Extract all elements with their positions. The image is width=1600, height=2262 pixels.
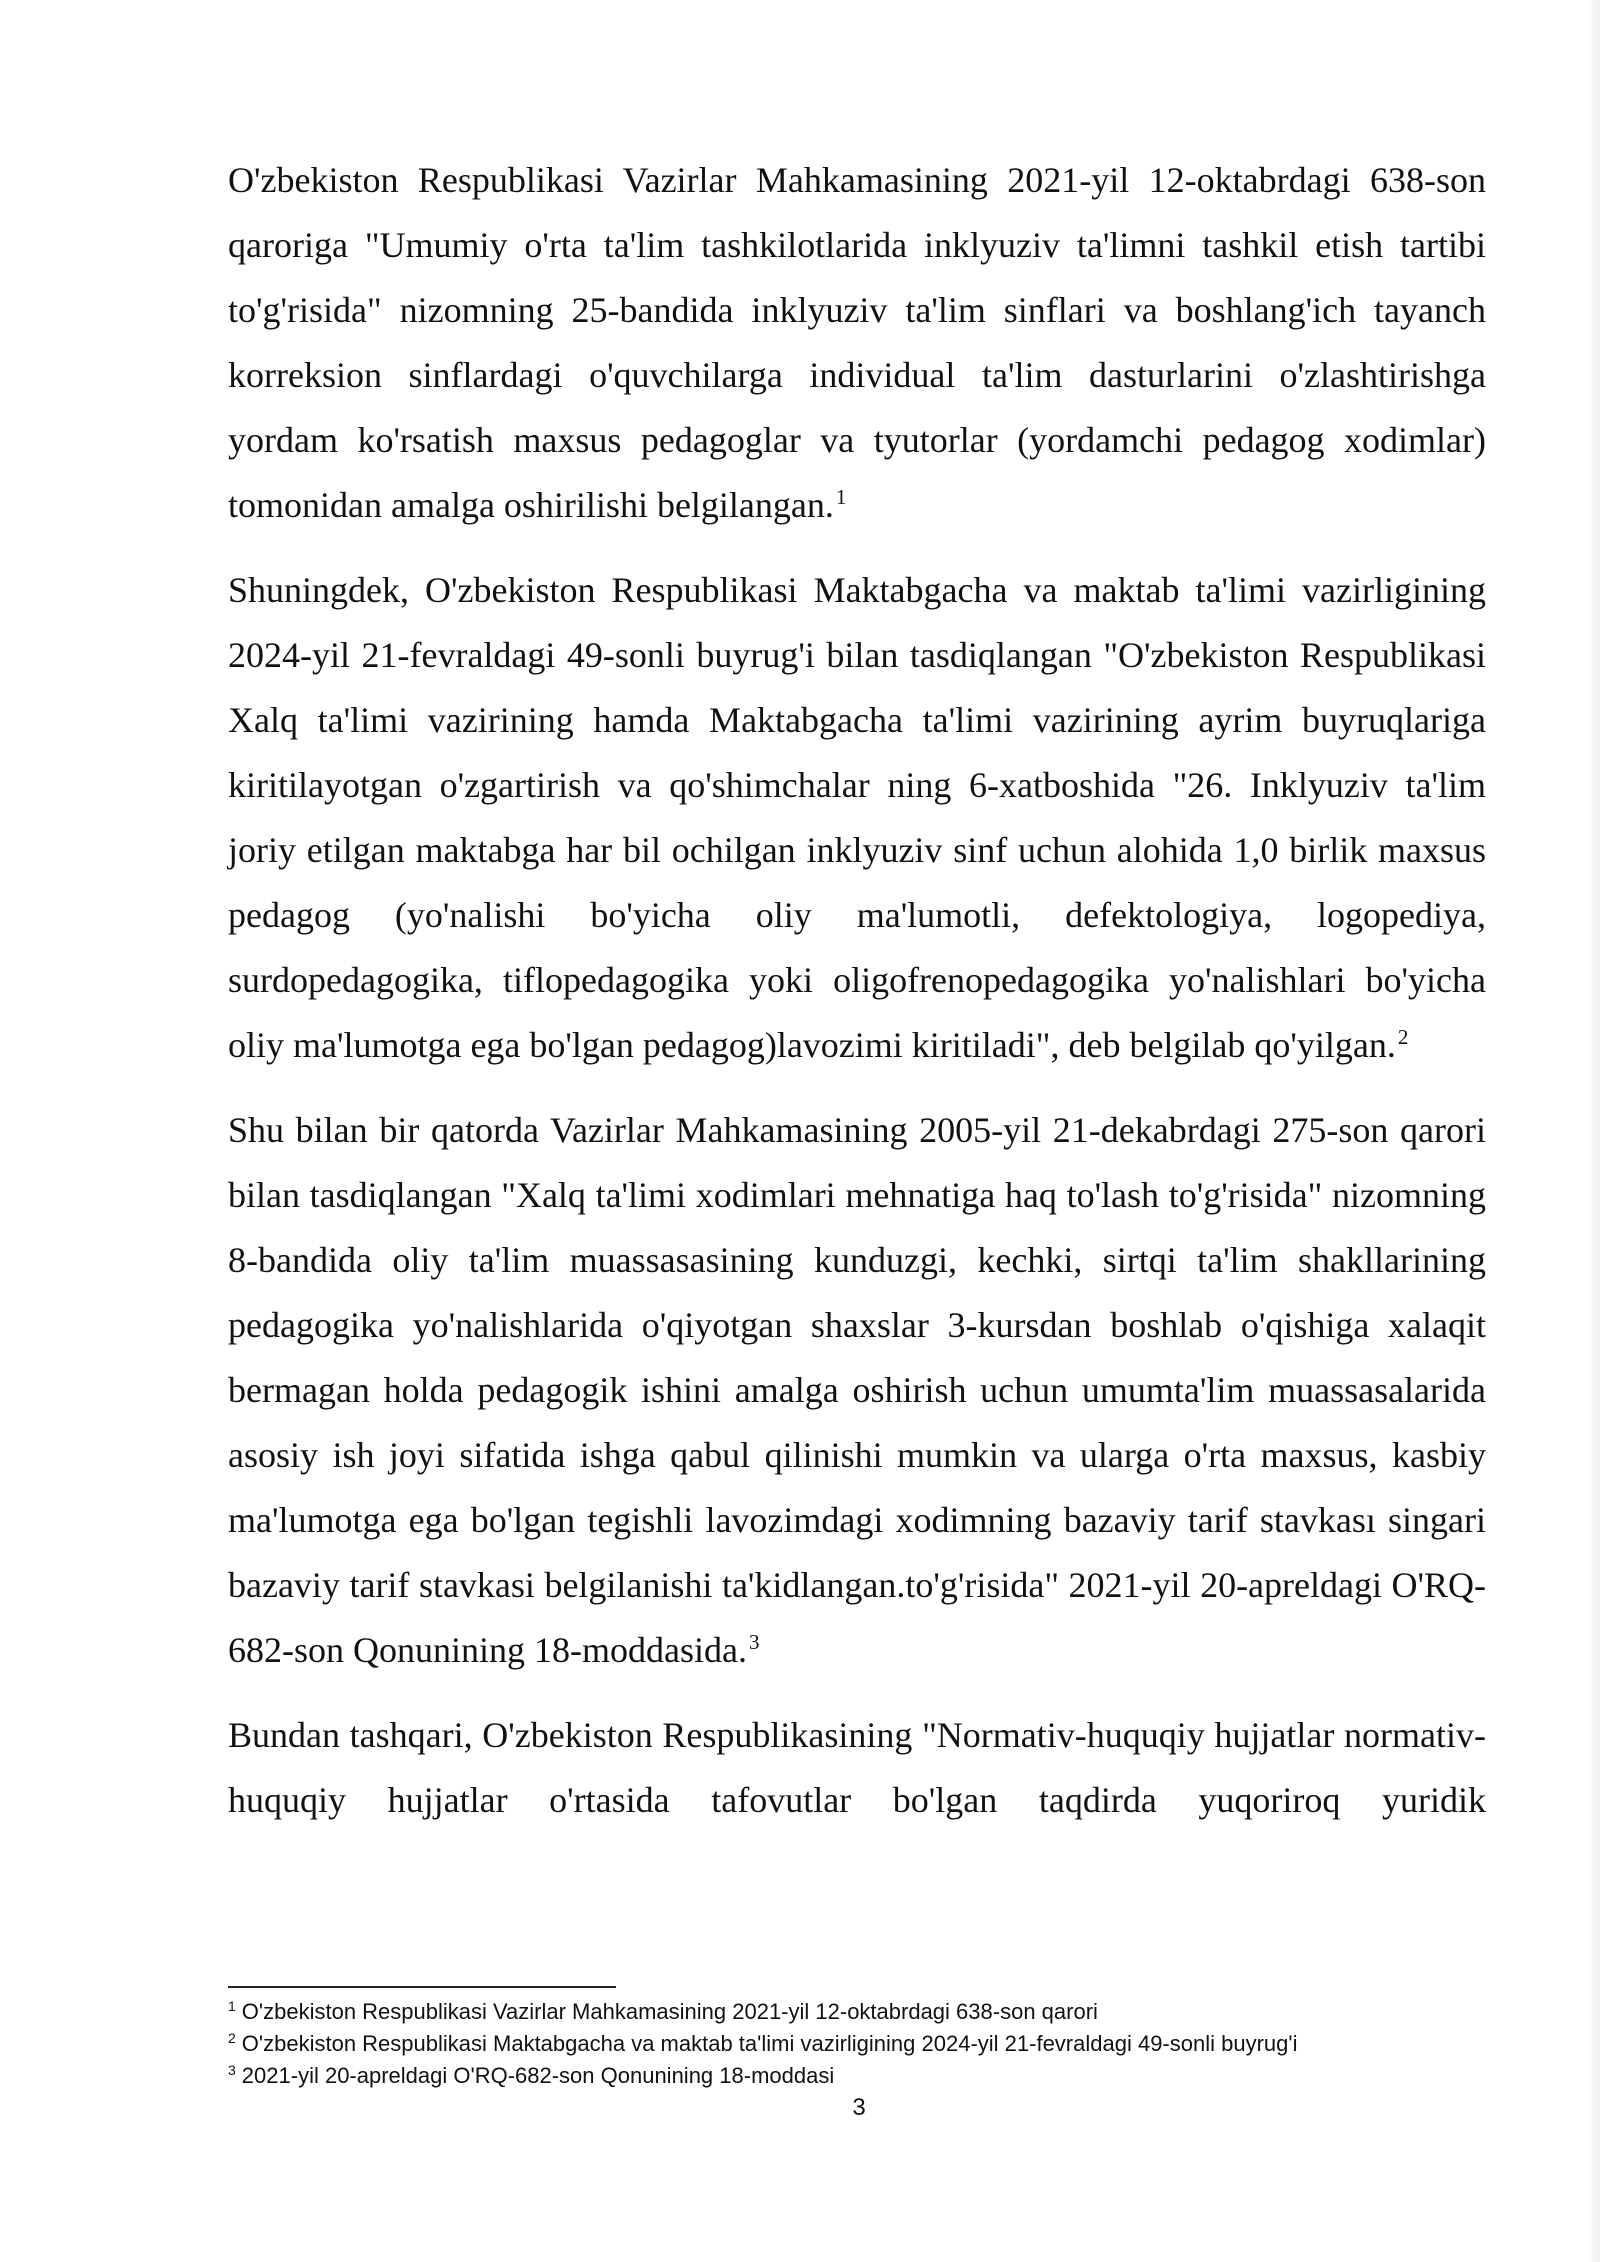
page-edge-shadow [1586, 0, 1600, 2262]
footnote-2-text: O'zbekiston Respublikasi Maktabgacha va maktab ta'limi vazirligining 2024-yil 21-fevraldagi 49-sonli buyrug'i [241, 2031, 1298, 2056]
footnote-2 [228, 2028, 1488, 2060]
footnote-2-number: 2 [228, 2029, 236, 2046]
footnotes [228, 1996, 1488, 2092]
paragraph-2 [228, 558, 1486, 1078]
paragraph-3 [228, 1098, 1486, 1683]
footnote-3-text: 2021-yil 20-apreldagi O'RQ-682-son Qonunining 18-moddasi [241, 2063, 835, 2088]
paragraph-1-text: O'zbekiston Respublikasi Vazirlar Mahkamasining 2021-yil 12-oktabrdagi 638-son qaroriga "Umumiy o'rta ta'lim tashkilotlarida inklyuziv ta'limni tashkil etish tartibi to'g'risida" nizomning 25-bandida inklyuziv ta'lim sinflari va boshlang'ich tayanch korreksion sinflardagi o'quvchilarga individual ta'lim dasturlarini o'zlashtirishga yordam ko'rsatish maxsus pedagoglar va tyutorlar (yordamchi pedagog xodimlar) tomonidan amalga oshirilishi belgilangan. [228, 160, 1486, 525]
footnote-3-number: 3 [228, 2061, 236, 2078]
footnote-3 [228, 2060, 1488, 2092]
paragraph-4-text: Bundan tashqari, O'zbekiston Respublikasining "Normativ-huquqiy hujjatlar normativ-huquqiy hujjatlar o'rtasida tafovutlar bo'lgan taqdirda yuqoriroq yuridik [228, 1715, 1486, 1820]
paragraph-1 [228, 148, 1486, 538]
footnote-ref-3[interactable]: 3 [748, 1630, 760, 1654]
footnote-ref-1[interactable]: 1 [835, 485, 847, 509]
footnote-separator [228, 1986, 616, 1988]
paragraph-3-text: Shu bilan bir qatorda Vazirlar Mahkamasining 2005-yil 21-dekabrdagi 275-son qarori bilan tasdiqlangan "Xalq ta'limi xodimlari mehnatiga haq to'lash to'g'risida" nizomning 8-bandida oliy ta'lim muassasasining kunduzgi, kechki, sirtqi ta'lim shakllarining pedagogika yo'nalishlarida o'qiyotgan shaxslar 3-kursdan boshlab o'qishiga xalaqit bermagan holda pedagogik ishini amalga oshirish uchun umumta'lim muassasalarida asosiy ish joyi sifatida ishga qabul qilinishi mumkin va ularga o'rta maxsus, kasbiy ma'lumotga ega bo'lgan tegishli lavozimdagi xodimning bazaviy tarif stavkası singari bazaviy tarif stavkasi belgilanishi ta'kidlangan.to'g'risida" 2021-yil 20-apreldagi O'RQ-682-son Qonunining 18-moddasida. [228, 1110, 1486, 1670]
paragraph-2-text: Shuningdek, O'zbekiston Respublikasi Maktabgacha va maktab ta'limi vazirligining 2024-yil 21-fevraldagi 49-sonli buyrug'i bilan tasdiqlangan "O'zbekiston Respublikasi Xalq ta'limi vazirining hamda Maktabgacha ta'limi vazirining ayrim buyruqlariga kiritilayotgan o'zgartirish va qo'shimchalar ning 6-xatboshida "26. Inklyuziv ta'lim joriy etilgan maktabga har bil ochilgan inklyuziv sinf uchun alohida 1,0 birlik maxsus pedagog (yo'nalishi bo'yicha oliy ma'lumotli, defektologiya, logopediya, surdopedagogika, tiflopedagogika yoki oligofrenopedagogika yo'nalishlari bo'yicha oliy ma'lumotga ega bo'lgan pedagog)lavozimi kiritiladi", deb belgilab qo'yilgan. [228, 570, 1486, 1065]
paragraph-4 [228, 1703, 1486, 1833]
footnote-1-number: 1 [228, 1997, 236, 2014]
footnote-1 [228, 1996, 1488, 2028]
footnote-1-text: O'zbekiston Respublikasi Vazirlar Mahkamasining 2021-yil 12-oktabrdagi 638-son qarori [241, 1999, 1098, 2024]
footnote-ref-2[interactable]: 2 [1397, 1025, 1409, 1049]
page-number: 3 [852, 2094, 866, 2121]
body-text [228, 148, 1486, 1833]
